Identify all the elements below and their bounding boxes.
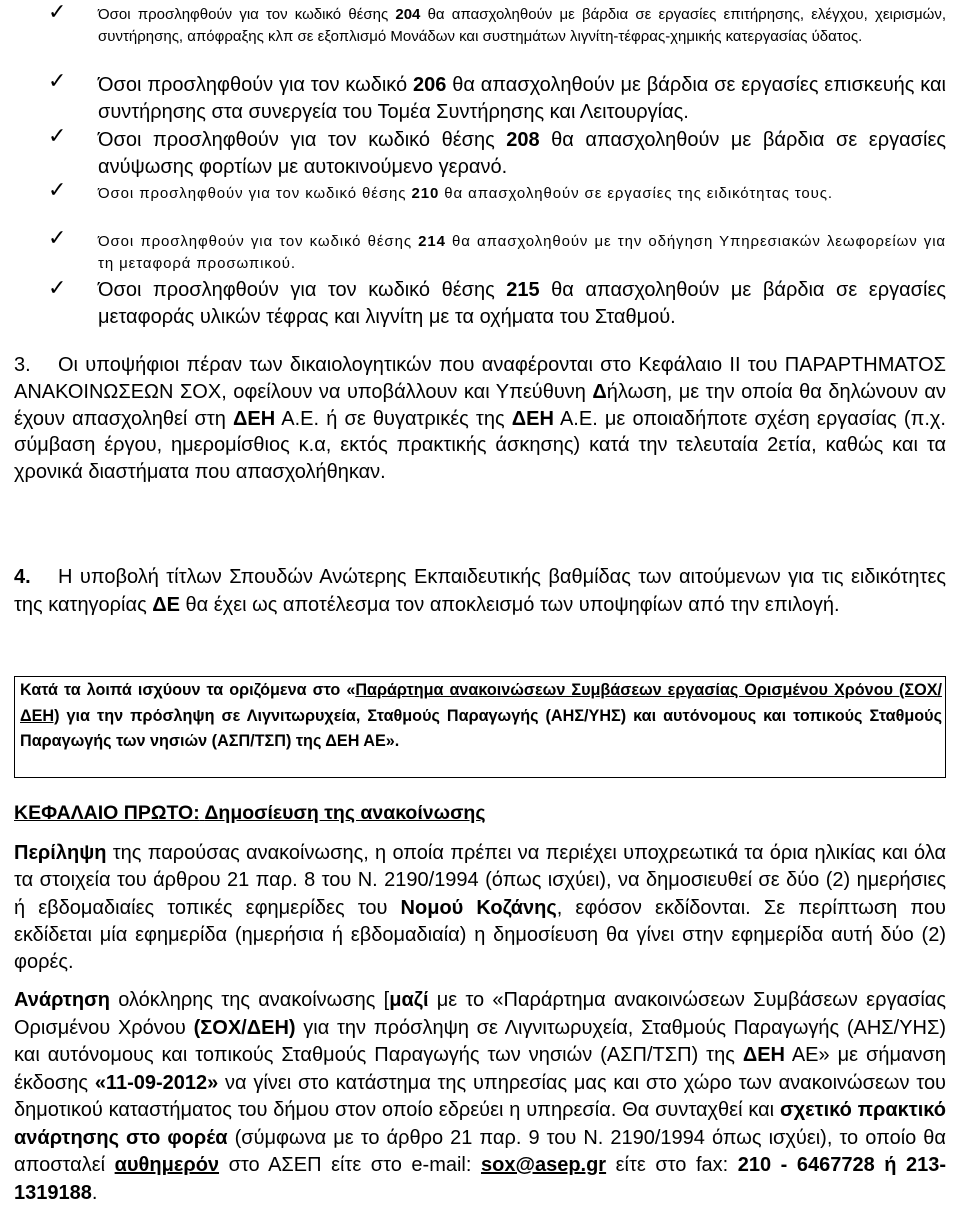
checkmark-icon: ✓ (48, 69, 67, 94)
notice-box-text: Κατά τα λοιπά ισχύουν τα οριζόμενα στο «Παράρτημα ανακοινώσεων Συμβάσεων εργασίας Ορισμένου Χρόνου (ΣΟΧ/ΔΕΗ) για την πρόσληψη σε Λιγνιτωρυχεία, Σταθμούς Παραγωγής (ΑΗΣ/ΥΗΣ) και αυτόνομους και τοπικούς Σταθμούς Παραγωγής των νησιών (ΑΣΠ/ΤΣΠ) της ΔΕΗ ΑΕ». (20, 681, 942, 750)
bullet-item-210: Όσοι προσληφθούν για τον κωδικό θέσης 210 θα απασχοληθούν σε εργασίες της ειδικότητας τους. (98, 185, 833, 202)
item-3-paragraph: 3. Οι υποψήφιοι πέραν των δικαιολογητικών που αναφέρονται στο Κεφάλαιο ΙΙ του ΠΑΡΑΡΤΗΜΑΤΟΣ ΑΝΑΚΟΙΝΩΣΕΩΝ ΣΟΧ, οφείλουν να υποβάλλουν και Υπεύθυνη Δήλωση, με την οποία θα δηλώνουν αν έχουν απασχοληθεί στη ΔΕΗ Α.Ε. ή σε θυγατρικές της ΔΕΗ Α.Ε. με οποιαδήποτε σχέση εργασίας (π.χ. σύμβαση έργου, ημερομίσθιος κ.α, εκτός πρακτικής άσκησης) κατά την τελευταία 2ετία, καθώς και τα χρονικά διαστήματα που απασχολήθηκαν. (14, 354, 946, 484)
checkmark-icon: ✓ (48, 178, 67, 203)
checkmark-icon: ✓ (48, 226, 67, 251)
chapter-heading: ΚΕΦΑΛΑΙΟ ΠΡΩΤΟ: Δημοσίευση της ανακοίνωσης (14, 802, 486, 824)
checkmark-icon: ✓ (48, 0, 67, 25)
item-3-number: 3. (14, 354, 31, 376)
bullet-item-206: Όσοι προσληφθούν για τον κωδικό 206 θα απασχοληθούν με βάρδια σε εργασίες επισκευής και συντήρησης στα συνεργεία του Τομέα Συντήρησης και Λειτουργίας. (98, 74, 946, 123)
checkmark-icon: ✓ (48, 124, 67, 149)
bullet-item-215: Όσοι προσληφθούν για τον κωδικό θέσης 215 θα απασχοληθούν με βάρδια σε εργασίες μεταφοράς υλικών τέφρας και λιγνίτη με τα οχήματα του Σταθμού. (98, 279, 946, 328)
item-4-paragraph: 4. Η υποβολή τίτλων Σπουδών Ανώτερης Εκπαιδευτικής βαθμίδας των αιτούμενων για τις ειδικότητες της κατηγορίας ΔΕ θα έχει ως αποτέλεσμα τον αποκλεισμό των υποψηφίων από την επιλογή. (14, 566, 946, 616)
checkmark-icon: ✓ (48, 276, 67, 301)
bullet-item-204: Όσοι προσληφθούν για τον κωδικό θέσης 204 θα απασχοληθούν με βάρδια σε εργασίες επιτήρησης, ελέγχου, χειρισμών, συντήρησης, απόφραξης κλπ σε εξοπλισμό Μονάδων και συστημάτων λιγνίτη-τέφρας-χημικής κατεργασίας ύδατος. (98, 6, 947, 45)
summary-paragraph: Περίληψη της παρούσας ανακοίνωσης, η οποία πρέπει να περιέχει υποχρεωτικά τα όρια ηλικίας και όλα τα στοιχεία του άρθρου 21 παρ. 8 του Ν. 2190/1994 (όπως ισχύει), να δημοσιευθεί σε δύο (2) ημερήσιες ή εβδομαδιαίες τοπικές εφημερίδες του Νομού Κοζάνης, εφόσον εκδίδονται. Σε περίπτωση που εκδίδεται μία εφημερίδα (ημερήσια ή εβδομαδιαία) η δημοσίευση θα γίνει στην εφημερίδα αυτή δύο (2) φορές. (14, 842, 946, 974)
bullet-item-208: Όσοι προσληφθούν για τον κωδικό θέσης 208 θα απασχοληθούν με βάρδια σε εργασίες ανύψωσης φορτίων με αυτοκινούμενο γερανό. (98, 129, 946, 178)
bullet-item-214: Όσοι προσληφθούν για τον κωδικό θέσης 214 θα απασχοληθούν με την οδήγηση Υπηρεσιακών λεωφορείων για τη μεταφορά προσωπικού. (98, 233, 947, 272)
item-4-number: 4. (14, 566, 31, 588)
posting-paragraph: Ανάρτηση ολόκληρης της ανακοίνωσης [μαζί με το «Παράρτημα ανακοινώσεων Συμβάσεων εργασίας Ορισμένου Χρόνου (ΣΟΧ/ΔΕΗ) για την πρόσληψη σε Λιγνιτωρυχεία, Σταθμούς Παραγωγής (ΑΗΣ/ΥΗΣ) και αυτόνομους και τοπικούς Σταθμούς Παραγωγής των νησιών (ΑΣΠ/ΤΣΠ) της ΔΕΗ ΑΕ» με σήμανση έκδοσης «11-09-2012» να γίνει στο κατάστημα της υπηρεσίας μας και στο χώρο των ανακοινώσεων του δημοτικού καταστήματος του δήμου στον οποίο εδρεύει η υπηρεσία. Θα συνταχθεί και σχετικό πρακτικό ανάρτησης στο φορέα (σύμφωνα με το άρθρο 21 παρ. 9 του Ν. 2190/1994 όπως ισχύει), το οποίο θα αποσταλεί αυθημερόν στο ΑΣΕΠ είτε στο e-mail: sox@asep.gr είτε στο fax: 210 - 6467728 ή 213- 1319188. (14, 989, 947, 1204)
email-link[interactable]: sox@asep.gr (480, 1154, 607, 1176)
